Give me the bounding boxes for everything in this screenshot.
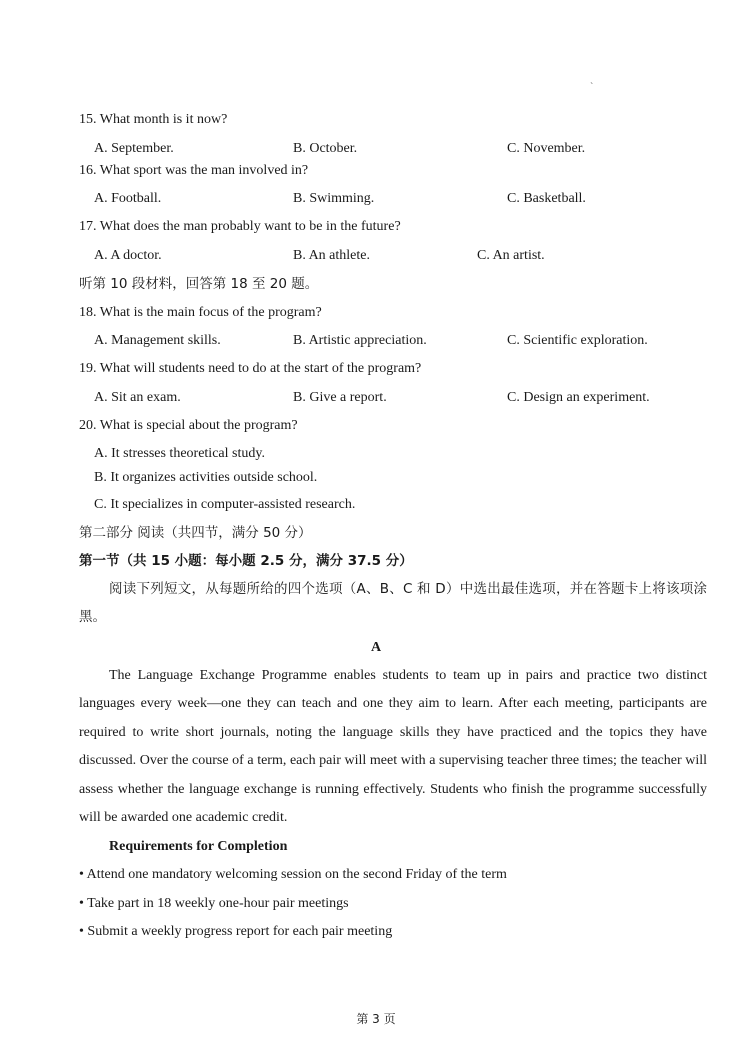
section-10-heading: 听第 10 段材料，回答第 18 至 20 题。	[79, 276, 319, 292]
requirements-heading: Requirements for Completion	[109, 839, 288, 854]
requirement-item: • Submit a weekly progress report for each pair meeting	[79, 924, 393, 939]
question-15-option-b: B. October.	[293, 141, 358, 156]
passage-label: A	[370, 640, 382, 655]
part-2-heading: 第二部分 阅读（共四节，满分 50 分）	[79, 525, 312, 541]
page-number: 第 3 页	[356, 1012, 396, 1026]
question-19-option-a: A. Sit an exam.	[94, 390, 181, 405]
requirement-item: • Attend one mandatory welcoming session on the second Friday of the term	[79, 867, 507, 882]
question-15-stem: 15. What month is it now?	[79, 112, 228, 127]
question-15-option-c: C. November.	[507, 141, 586, 156]
question-17-stem: 17. What does the man probably want to be in the future?	[79, 219, 401, 234]
section-1-heading: 第一节（共 15 小题：每小题 2.5 分，满分 37.5 分）	[79, 553, 413, 569]
question-18-option-b: B. Artistic appreciation.	[293, 333, 427, 348]
question-16-stem: 16. What sport was the man involved in?	[79, 163, 309, 178]
question-19-option-c: C. Design an experiment.	[507, 390, 650, 405]
question-20-option-b: B. It organizes activities outside school.	[94, 470, 318, 485]
question-20-stem: 20. What is special about the program?	[79, 418, 298, 433]
question-15-option-a: A. September.	[94, 141, 174, 156]
question-18-stem: 18. What is the main focus of the program?	[79, 305, 322, 320]
question-20-option-c: C. It specializes in computer-assisted research.	[94, 497, 356, 512]
question-17-option-c: C. An artist.	[477, 248, 545, 263]
question-16-option-c: C. Basketball.	[507, 191, 586, 206]
question-16-option-b: B. Swimming.	[293, 191, 375, 206]
question-20-option-a: A. It stresses theoretical study.	[94, 446, 265, 461]
question-17-option-b: B. An athlete.	[293, 248, 370, 263]
question-16-option-a: A. Football.	[94, 191, 162, 206]
question-19-option-b: B. Give a report.	[293, 390, 387, 405]
question-19-stem: 19. What will students need to do at the start of the program?	[79, 361, 422, 376]
passage-paragraph: The Language Exchange Programme enables students to team up in pairs and practice two distinct languages every week—one they can teach and one they aim to learn. After each meeting, participants are required to write short journals, noting the language skills they have practiced and the topics they have discussed. Over the course of a term, each pair will meet with a supervising teacher three times; the teacher will assess whether the language exchange is running effectively. Students who finish the programme successfully will be awarded one academic credit.	[79, 668, 707, 826]
question-18-option-a: A. Management skills.	[94, 333, 221, 348]
stray-mark: `	[590, 82, 594, 93]
question-17-option-a: A. A doctor.	[94, 248, 162, 263]
reading-instructions: 阅读下列短文，从每题所给的四个选项（A、B、C 和 D）中选出最佳选项，并在答题卡上将该项涂黑。	[79, 581, 707, 625]
requirement-item: • Take part in 18 weekly one-hour pair meetings	[79, 896, 349, 911]
question-18-option-c: C. Scientific exploration.	[507, 333, 648, 348]
